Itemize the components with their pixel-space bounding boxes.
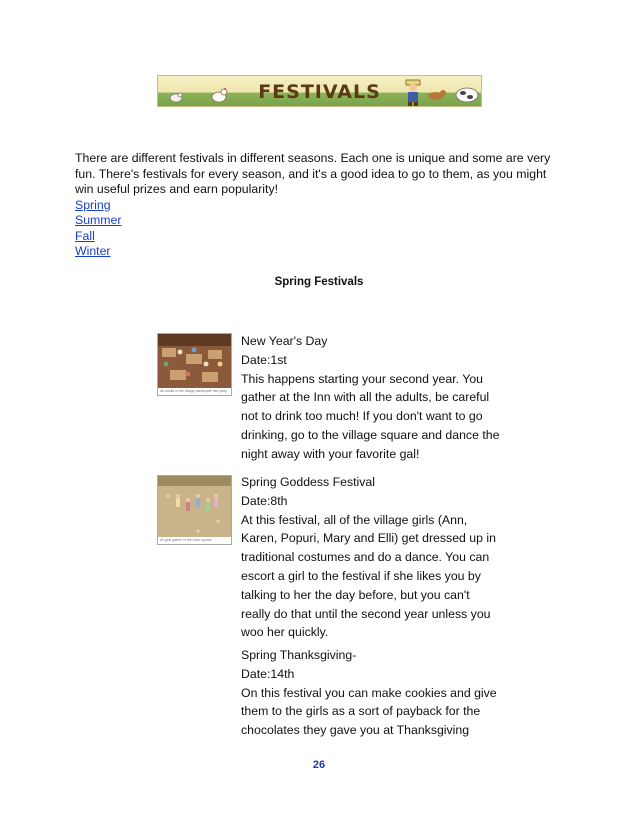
festival-title: Spring Thanksgiving- xyxy=(241,648,357,662)
festival-description-line: On this festival you can make cookies and give xyxy=(241,685,497,700)
festival-date: Date:14th xyxy=(241,666,295,681)
season-link-summer[interactable]: Summer xyxy=(75,213,122,227)
inn-scene-image xyxy=(158,334,232,390)
season-link-fall[interactable]: Fall xyxy=(75,228,95,243)
festival-description-line: escort a girl to the festival if she likes you by xyxy=(241,568,481,583)
festival-description-line: drinking, go to the village square and dance the xyxy=(241,427,500,442)
festival-title: New Year's Day xyxy=(241,334,328,348)
page-number: 26 xyxy=(312,759,326,771)
festival-title: Spring Goddess Festival xyxy=(241,475,375,489)
festival-description-line: At this festival, all of the village girls (Ann, xyxy=(241,512,468,527)
section-heading: Spring Festivals xyxy=(274,276,364,288)
image-caption: All girls gather in the town square xyxy=(158,537,231,544)
intro-text: There are different festivals in different seasons. Each one is unique and some are very fun. There's festivals for every season, and it's a good idea to go to them, as you might win useful prizes and earn popularity! xyxy=(75,151,551,196)
festival-description-line: woo her quickly. xyxy=(241,625,329,640)
festivals-banner xyxy=(157,75,482,107)
festival-description-line: not to drink too much! If you don't want to go xyxy=(241,409,483,424)
festival-description-line: chocolates they gave you at Thanksgiving xyxy=(241,723,470,738)
festival-date: Date:8th xyxy=(241,493,288,508)
festival-spring-goddess xyxy=(241,473,501,642)
image-caption: All adults in the village participate this party xyxy=(158,388,231,395)
festival-description-line: Karen, Popuri, Mary and Elli) get dressed up in xyxy=(241,531,496,546)
season-links xyxy=(75,198,565,260)
festival-description-line: traditional costumes and do a dance. You can xyxy=(241,550,490,565)
season-link-winter[interactable]: Winter xyxy=(75,244,111,258)
spring-goddess-screenshot xyxy=(157,475,232,545)
banner-title: FESTIVALS xyxy=(258,81,381,103)
festival-description-line: really do that until the second year unless you xyxy=(241,606,491,621)
new-years-screenshot xyxy=(157,333,232,396)
festival-description-line: This happens starting your second year. You xyxy=(241,371,483,386)
festival-description-line: them to the girls as a sort of payback for the xyxy=(241,704,481,719)
festival-new-years-day xyxy=(241,332,501,464)
intro-section xyxy=(75,151,565,260)
festival-description-line: night away with your favorite gal! xyxy=(241,446,420,461)
season-link-spring[interactable]: Spring xyxy=(75,197,111,212)
town-square-image xyxy=(158,476,232,539)
festival-description-line: gather at the Inn with all the adults, be careful xyxy=(241,390,490,405)
festival-date: Date:1st xyxy=(241,352,287,367)
festival-description-line: talking to her the day before, but you can't xyxy=(241,587,470,602)
festival-spring-thanksgiving xyxy=(241,646,501,740)
